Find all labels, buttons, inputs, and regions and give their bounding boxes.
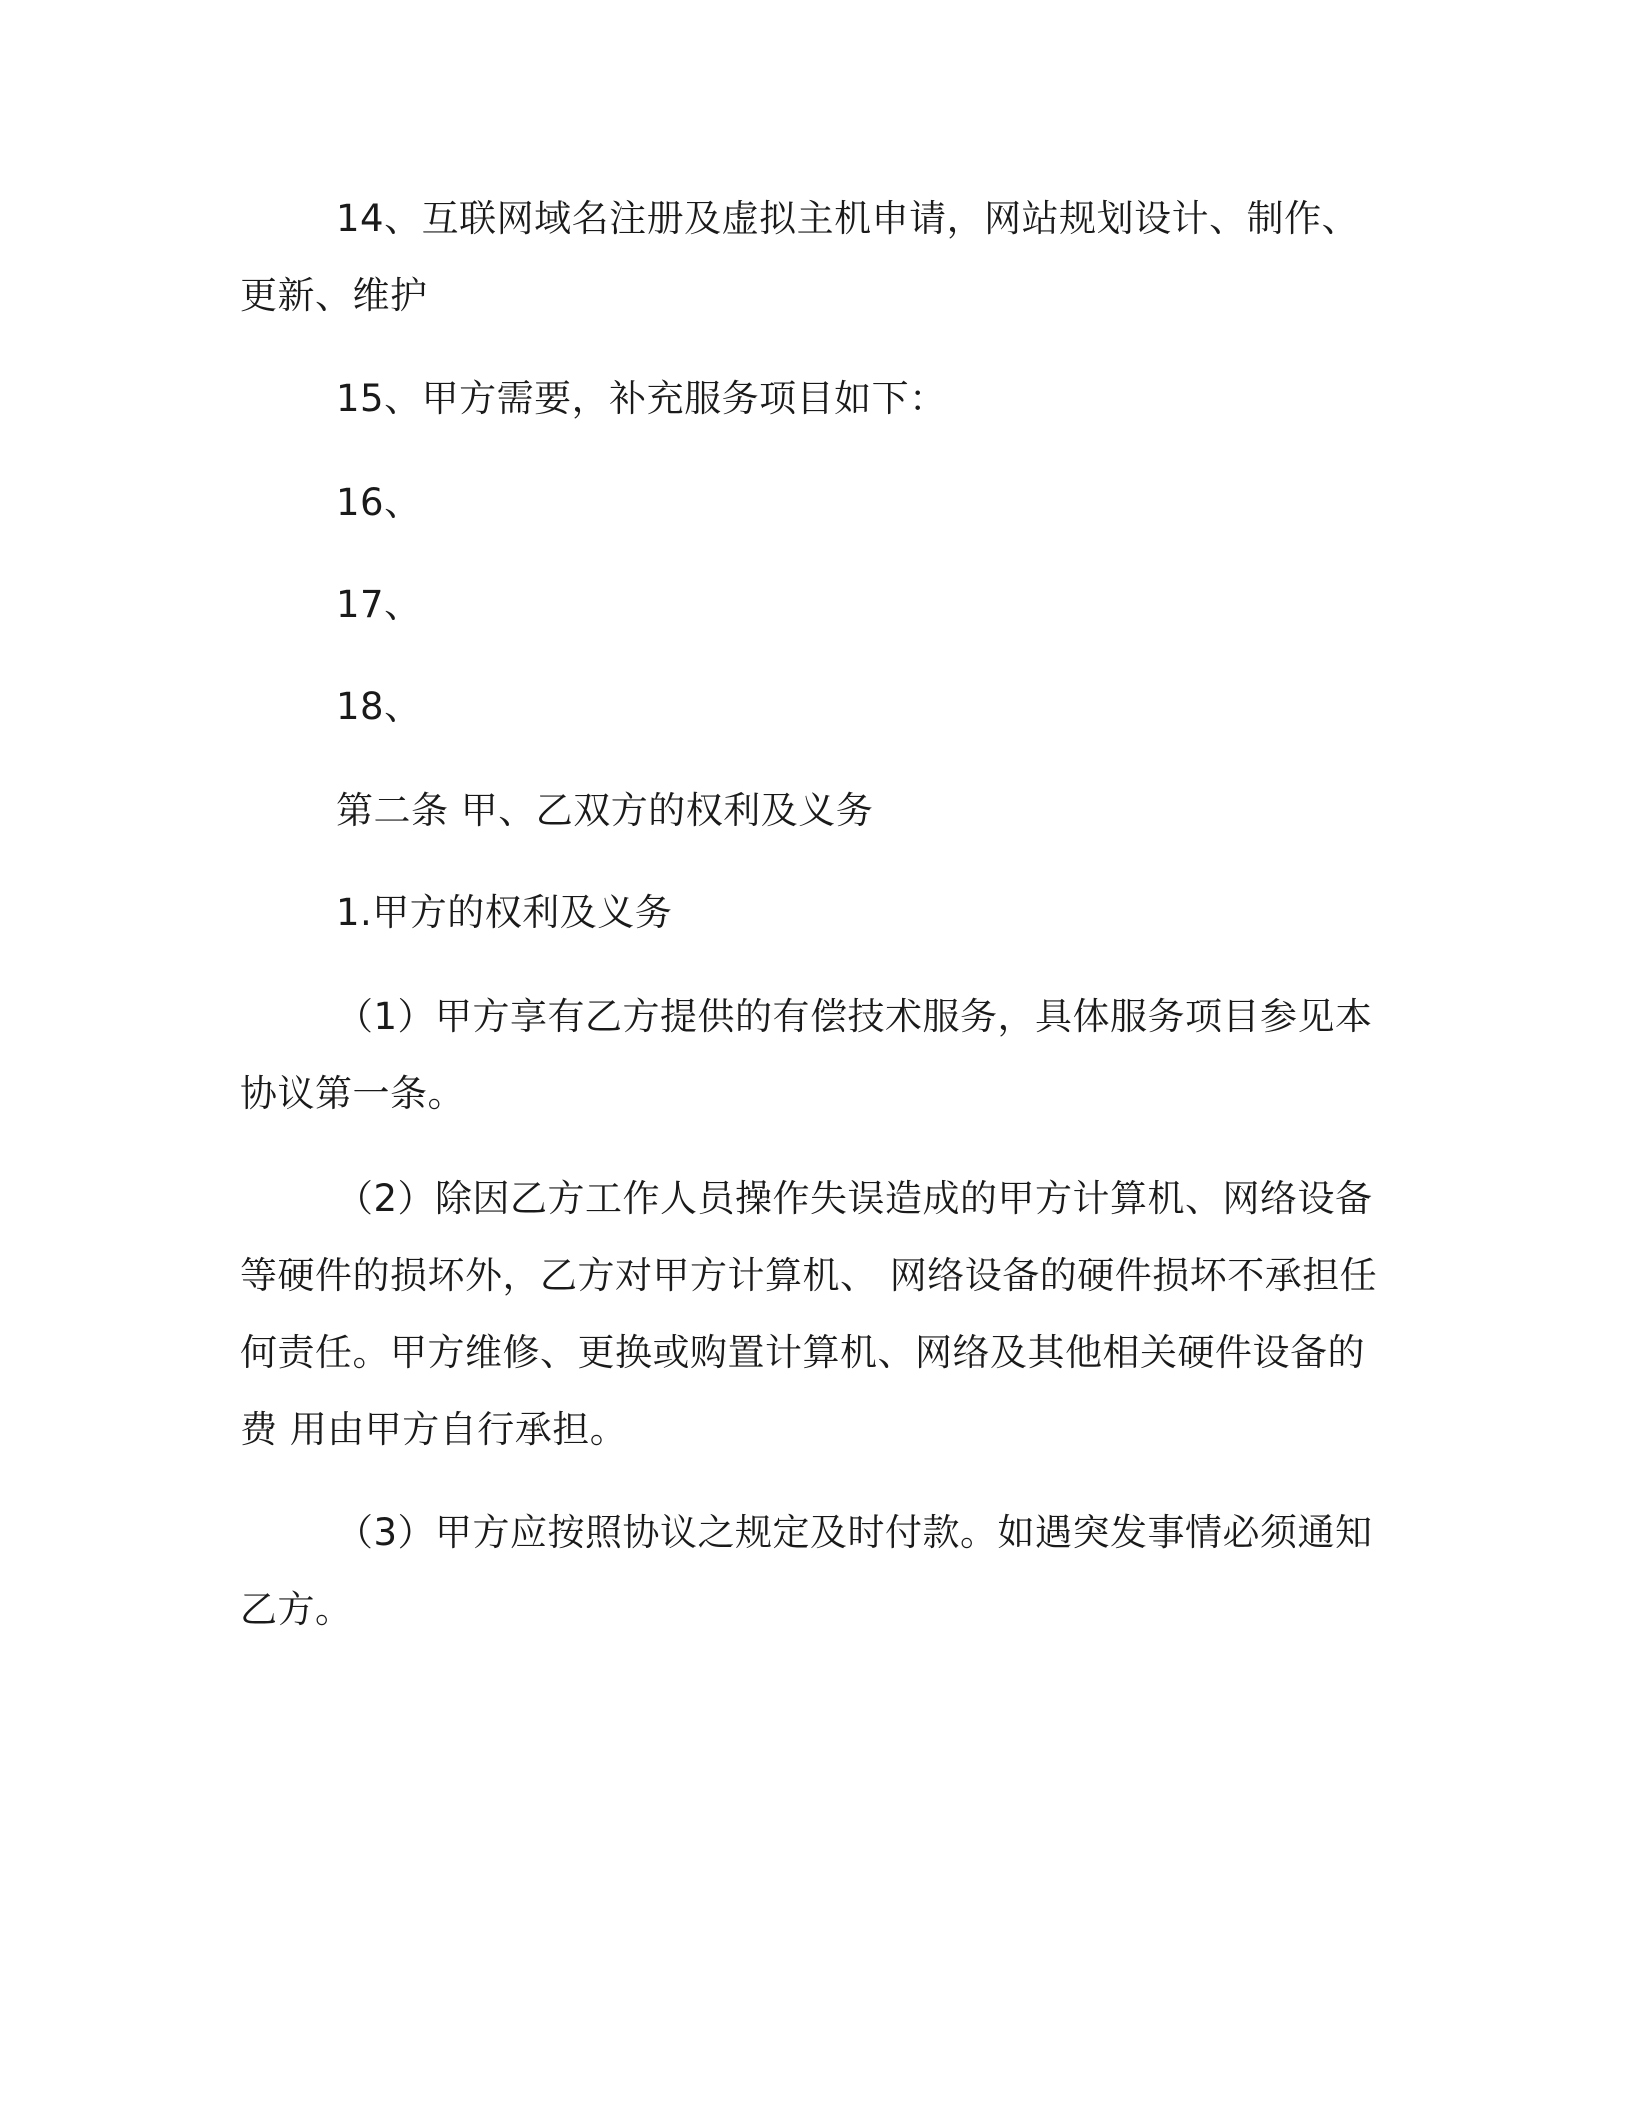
clause-2-paragraph: （2）除因乙方工作人员操作失误造成的甲方计算机、网络设备等硬件的损坏外，乙方对甲方计算机、 网络设备的硬件损坏不承担任何责任。甲方维修、更换或购置计算机、网络及其他相关硬件设备的费 用由甲方自行承担。	[240, 1177, 1378, 1451]
item-18-paragraph: 18、	[336, 685, 422, 728]
section-1-heading: 1.甲方的权利及义务	[336, 891, 673, 934]
item-17-paragraph: 17、	[336, 583, 422, 626]
item-16-paragraph: 16、	[336, 481, 422, 524]
clause-3-paragraph: （3）甲方应按照协议之规定及时付款。如遇突发事情必须通知乙方。	[240, 1511, 1373, 1631]
item-15-paragraph: 15、甲方需要，补充服务项目如下：	[336, 377, 947, 420]
item-14-paragraph: 14、互联网域名注册及虚拟主机申请，网站规划设计、制作、更新、维护	[240, 197, 1360, 317]
article-2-heading: 第二条 甲、乙双方的权利及义务	[336, 789, 874, 832]
clause-1-paragraph: （1）甲方享有乙方提供的有偿技术服务，具体服务项目参见本协议第一条。	[240, 995, 1373, 1115]
